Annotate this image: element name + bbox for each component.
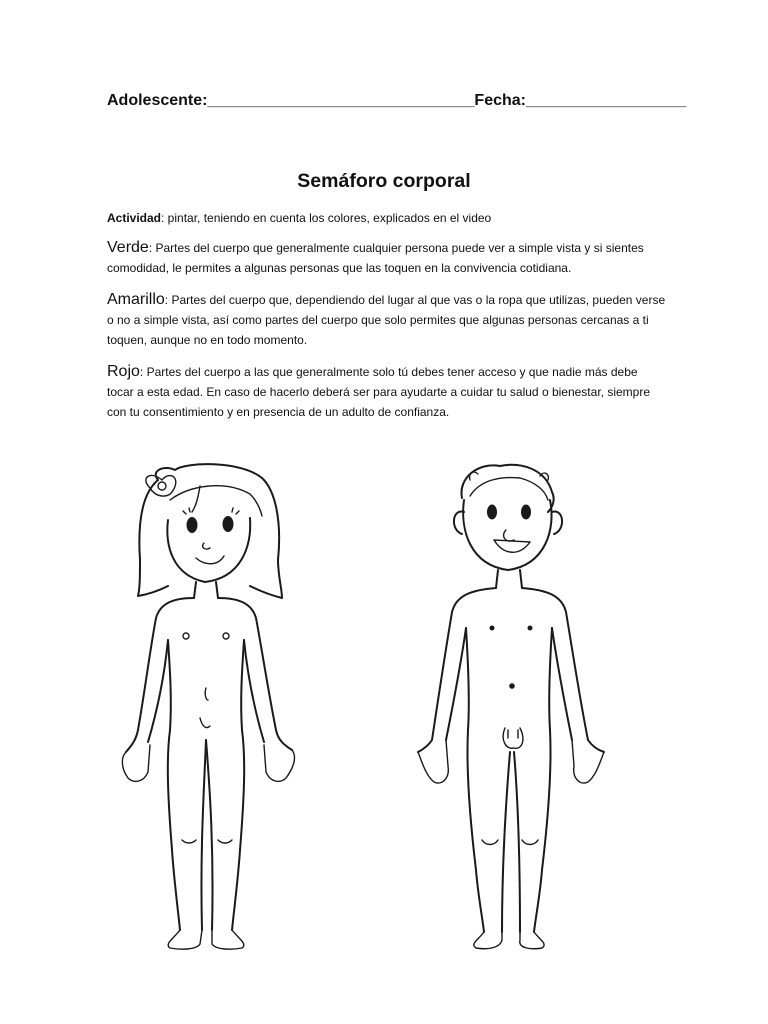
adolescente-label: Adolescente: (107, 92, 208, 109)
amarillo-text: : Partes del cuerpo que, dependiendo del lugar al que vas o la ropa que utilizas, pueden verse o no a simple vista, así como partes del cuerpo que solo permites que algunas personas cercanas a ti toquen, aunque no en todo momento. (107, 293, 666, 347)
amarillo-label: Amarillo (107, 291, 165, 308)
fecha-blank[interactable]: __________________ (526, 92, 687, 109)
actividad-label: Actividad (107, 211, 162, 225)
rojo-label: Rojo (107, 363, 140, 380)
boy-figure (418, 465, 604, 949)
girl-figure (122, 464, 294, 949)
fecha-label: Fecha: (474, 92, 526, 109)
actividad-text: : pintar, teniendo en cuenta los colores, explicados en el video (161, 211, 492, 225)
verde-label: Verde (107, 239, 149, 256)
adolescente-blank[interactable]: ______________________________ (207, 92, 475, 109)
page-title: Semáforo corporal (297, 170, 471, 192)
rojo-text: : Partes del cuerpo a las que generalmente solo tú debes tener acceso y que nadie más debe tocar a esta edad. En caso de hacerlo deberá ser para ayudarte a cuidar tu salud o bienestar, siempre con tu consentimiento y en presencia de un adulto de confianza. (107, 365, 650, 419)
verde-text: : Partes del cuerpo que generalmente cualquier persona puede ver a simple vista y si sientes comodidad, le permites a algunas personas que las toquen en la convivencia cotidiana. (107, 241, 644, 275)
